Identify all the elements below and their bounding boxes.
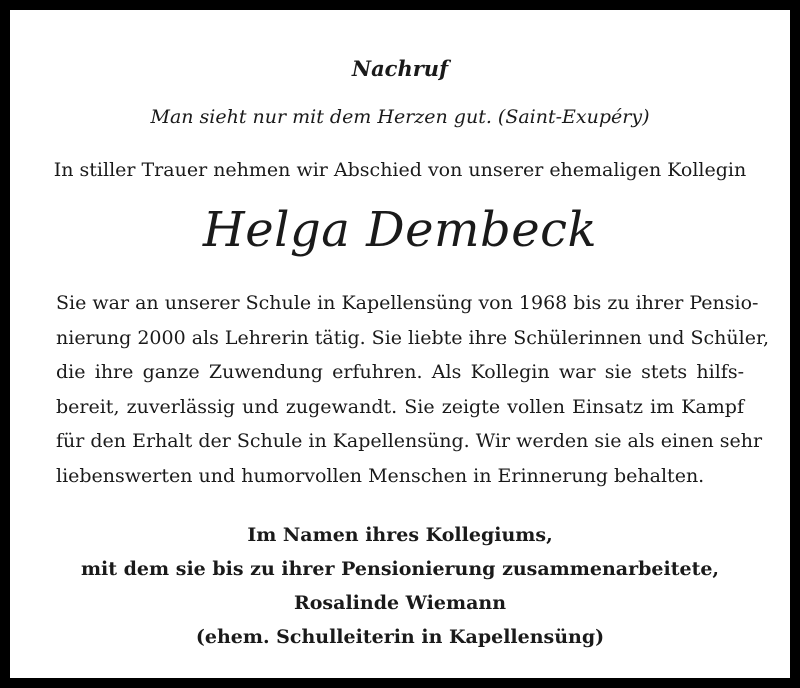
body-line: liebenswerten und humorvollen Menschen in Erinnerung behalten. bbox=[56, 464, 705, 487]
body-line: die ihre ganze Zuwendung erfuhren. Als Kollegin war sie stets hilfs- bbox=[56, 361, 744, 383]
body-line: Sie war an unserer Schule in Kapellensüng von 1968 bis zu ihrer Pensio- bbox=[56, 292, 759, 314]
body-line: für den Erhalt der Schule in Kapellensüng. Wir werden sie als einen sehr bbox=[56, 430, 763, 452]
body-line: nierung 2000 als Lehrerin tätig. Sie liebte ihre Schülerinnen und Schüler, bbox=[56, 326, 769, 349]
signature-line: mit dem sie bis zu ihrer Pensionierung zusammenarbeitete, bbox=[80, 558, 720, 580]
signature-block bbox=[10, 518, 790, 654]
deceased-name: Helga Dembeck bbox=[202, 202, 598, 258]
signature-name: Rosalinde Wiemann bbox=[293, 592, 507, 614]
body-paragraph bbox=[56, 286, 769, 493]
signature-role: (ehem. Schulleiterin in Kapellensüng) bbox=[195, 626, 605, 648]
intro-text: In stiller Trauer nehmen wir Abschied von unserer ehemaligen Kollegin bbox=[53, 159, 747, 181]
body-line: bereit, zuverlässig und zugewandt. Sie zeigte vollen Einsatz im Kampf bbox=[56, 395, 744, 418]
epigraph-quote: Man sieht nur mit dem Herzen gut. (Saint-Exupéry) bbox=[150, 106, 650, 128]
notice-title: Nachruf bbox=[351, 56, 449, 81]
signature-line: Im Namen ihres Kollegiums, bbox=[247, 524, 553, 546]
